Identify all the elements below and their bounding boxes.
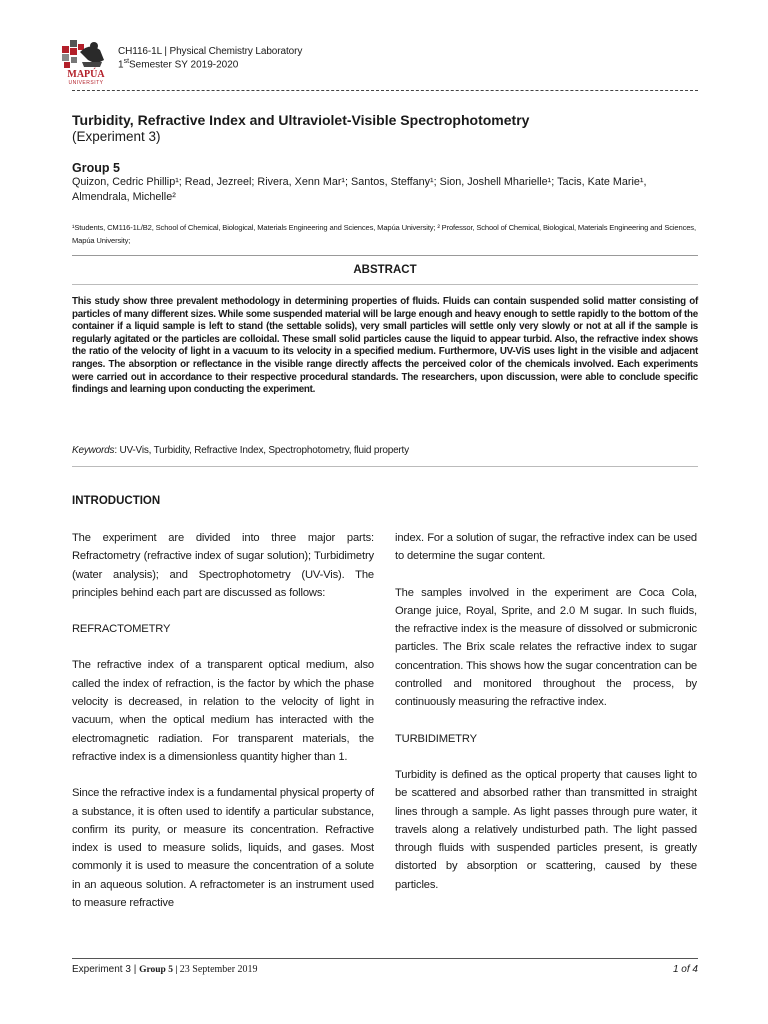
logo-wordmark: MAPÚA	[67, 69, 105, 80]
footer-rule	[72, 958, 698, 959]
abstract-top-rule	[72, 255, 698, 256]
logo-subtext: UNIVERSITY	[68, 80, 104, 86]
introduction-heading: INTRODUCTION	[72, 495, 161, 507]
section-heading-turbidimetry: TURBIDIMETRY	[395, 732, 477, 745]
paper-title: Turbidity, Refractive Index and Ultraviolet-Visible Spectrophotometry	[72, 112, 530, 128]
paper-subtitle: (Experiment 3)	[72, 129, 161, 144]
abstract-heading-rule	[72, 284, 698, 285]
mapua-logo	[60, 34, 112, 86]
turbidity-paragraph: Turbidity is defined as the optical property that causes light to be scattered and absorbed rather than transmitted in straight lines through a sample. As light passes through pure water, it travels along a relatively undisturbed path. The light passed through fluids with suspended particles present, is greatly distorted by absorption or scattering, caused by these particles.	[395, 768, 697, 891]
footer-date: 23 September 2019	[179, 964, 258, 975]
semester-number: 1	[118, 59, 124, 71]
intro-paragraph: The experiment are divided into three major parts: Refractometry (refractive index of sugar solution); Turbidimetry (water analysis); and Spectrophotometry (UV-Vis). The principles behind each part are discussed as follows:	[72, 532, 374, 599]
sugar-content-paragraph: index. For a solution of sugar, the refractive index can be used to determine the sugar content.	[395, 532, 697, 563]
abstract-text: This study show three prevalent methodology in determining properties of fluids. Fluids can contain suspended solid matter consisting of particles of many different sizes. While some suspended material will be large enough and heavy enough to settle rapidly to the bottom of the container if a liquid sample is left to stand (the settable solids), very small particles will settle only very slowly or not at all if the sample is regularly agitated or the particles are colloidal. These small solid particles cause the liquid to appear turbid. Also, the refractive index shows the ratio of the velocity of light in a vacuum to its velocity in a specified medium. Furthermore, UV-ViS uses light in the visible and adjacent ranges. The absorption or reflectance in the visible range directly affects the perceived color of the chemicals involved. Each experiments were carried out in accordance to their respective procedural standards. The researchers, upon discussion, were able to conclude specific findings and learning upon conducting the experiment.	[72, 296, 698, 396]
keywords-rule	[72, 466, 698, 467]
affiliations: ¹Students, CM116-1L/B2, School of Chemical, Biological, Materials Engineering and Sciences, Mapúa University; ² Professor, School of Chemical, Biological, Materials Engineering and Sciences, Mapúa University;	[72, 223, 696, 245]
refractive-property-paragraph: Since the refractive index is a fundamental physical property of a substance, it is often used to identify a particular substance, confirm its purity, or measure its concentration. Refractive index is used to measure solids, liquids, and gases. Most commonly it is used to measure the concentration of a solute in an aqueous solution. A refractometer is an instrument used to measure refractive	[72, 787, 374, 910]
footer-experiment: Experiment 3 |	[72, 964, 140, 975]
section-heading-refractometry: REFRACTOMETRY	[72, 623, 171, 636]
semester-text: Semester SY 2019-2020	[129, 59, 239, 71]
course-line: CH116-1L | Physical Chemistry Laboratory	[118, 46, 303, 57]
refractive-index-paragraph: The refractive index of a transparent optical medium, also called the index of refraction, is the factor by which the phase velocity is decreased, in relation to the velocity of light in vacuum, when the optical medium has interacted with the electromagnetic radiation. For transparent materials, the refractive index is a dimensionless quantity higher than 1.	[72, 659, 374, 763]
keywords-label: Keywords	[72, 445, 115, 456]
group-heading: Group 5	[72, 161, 120, 175]
header-divider	[72, 90, 698, 91]
right-column	[395, 529, 697, 912]
semester-sup: st	[123, 58, 130, 65]
samples-paragraph: The samples involved in the experiment are Coca Cola, Orange juice, Royal, Sprite, and 2.0 M sugar. In such fluids, the refractive index is the measure of dissolved or submicronic particles. The Brix scale relates the refractive index to sugar concentration. This shows how the sugar concentration can be controlled and monitored throughout the process, by continuously measuring the refractive index.	[395, 586, 697, 709]
footer-info	[72, 964, 258, 975]
footer-group: Group 5 |	[139, 965, 180, 975]
left-column	[72, 529, 374, 930]
semester-line	[118, 58, 238, 70]
page-number: 1 of 4	[672, 964, 698, 975]
author-list: Quizon, Cedric Phillip¹; Read, Jezreel; Rivera, Xenn Mar¹; Santos, Steffany¹; Sion, Joshell Mharielle¹; Tacis, Kate Marie¹, Almendrala, Michelle²	[72, 176, 647, 203]
keywords	[72, 445, 698, 456]
keywords-list: : UV-Vis, Turbidity, Refractive Index, Spectrophotometry, fluid property	[114, 445, 409, 456]
abstract-heading: ABSTRACT	[353, 264, 417, 276]
